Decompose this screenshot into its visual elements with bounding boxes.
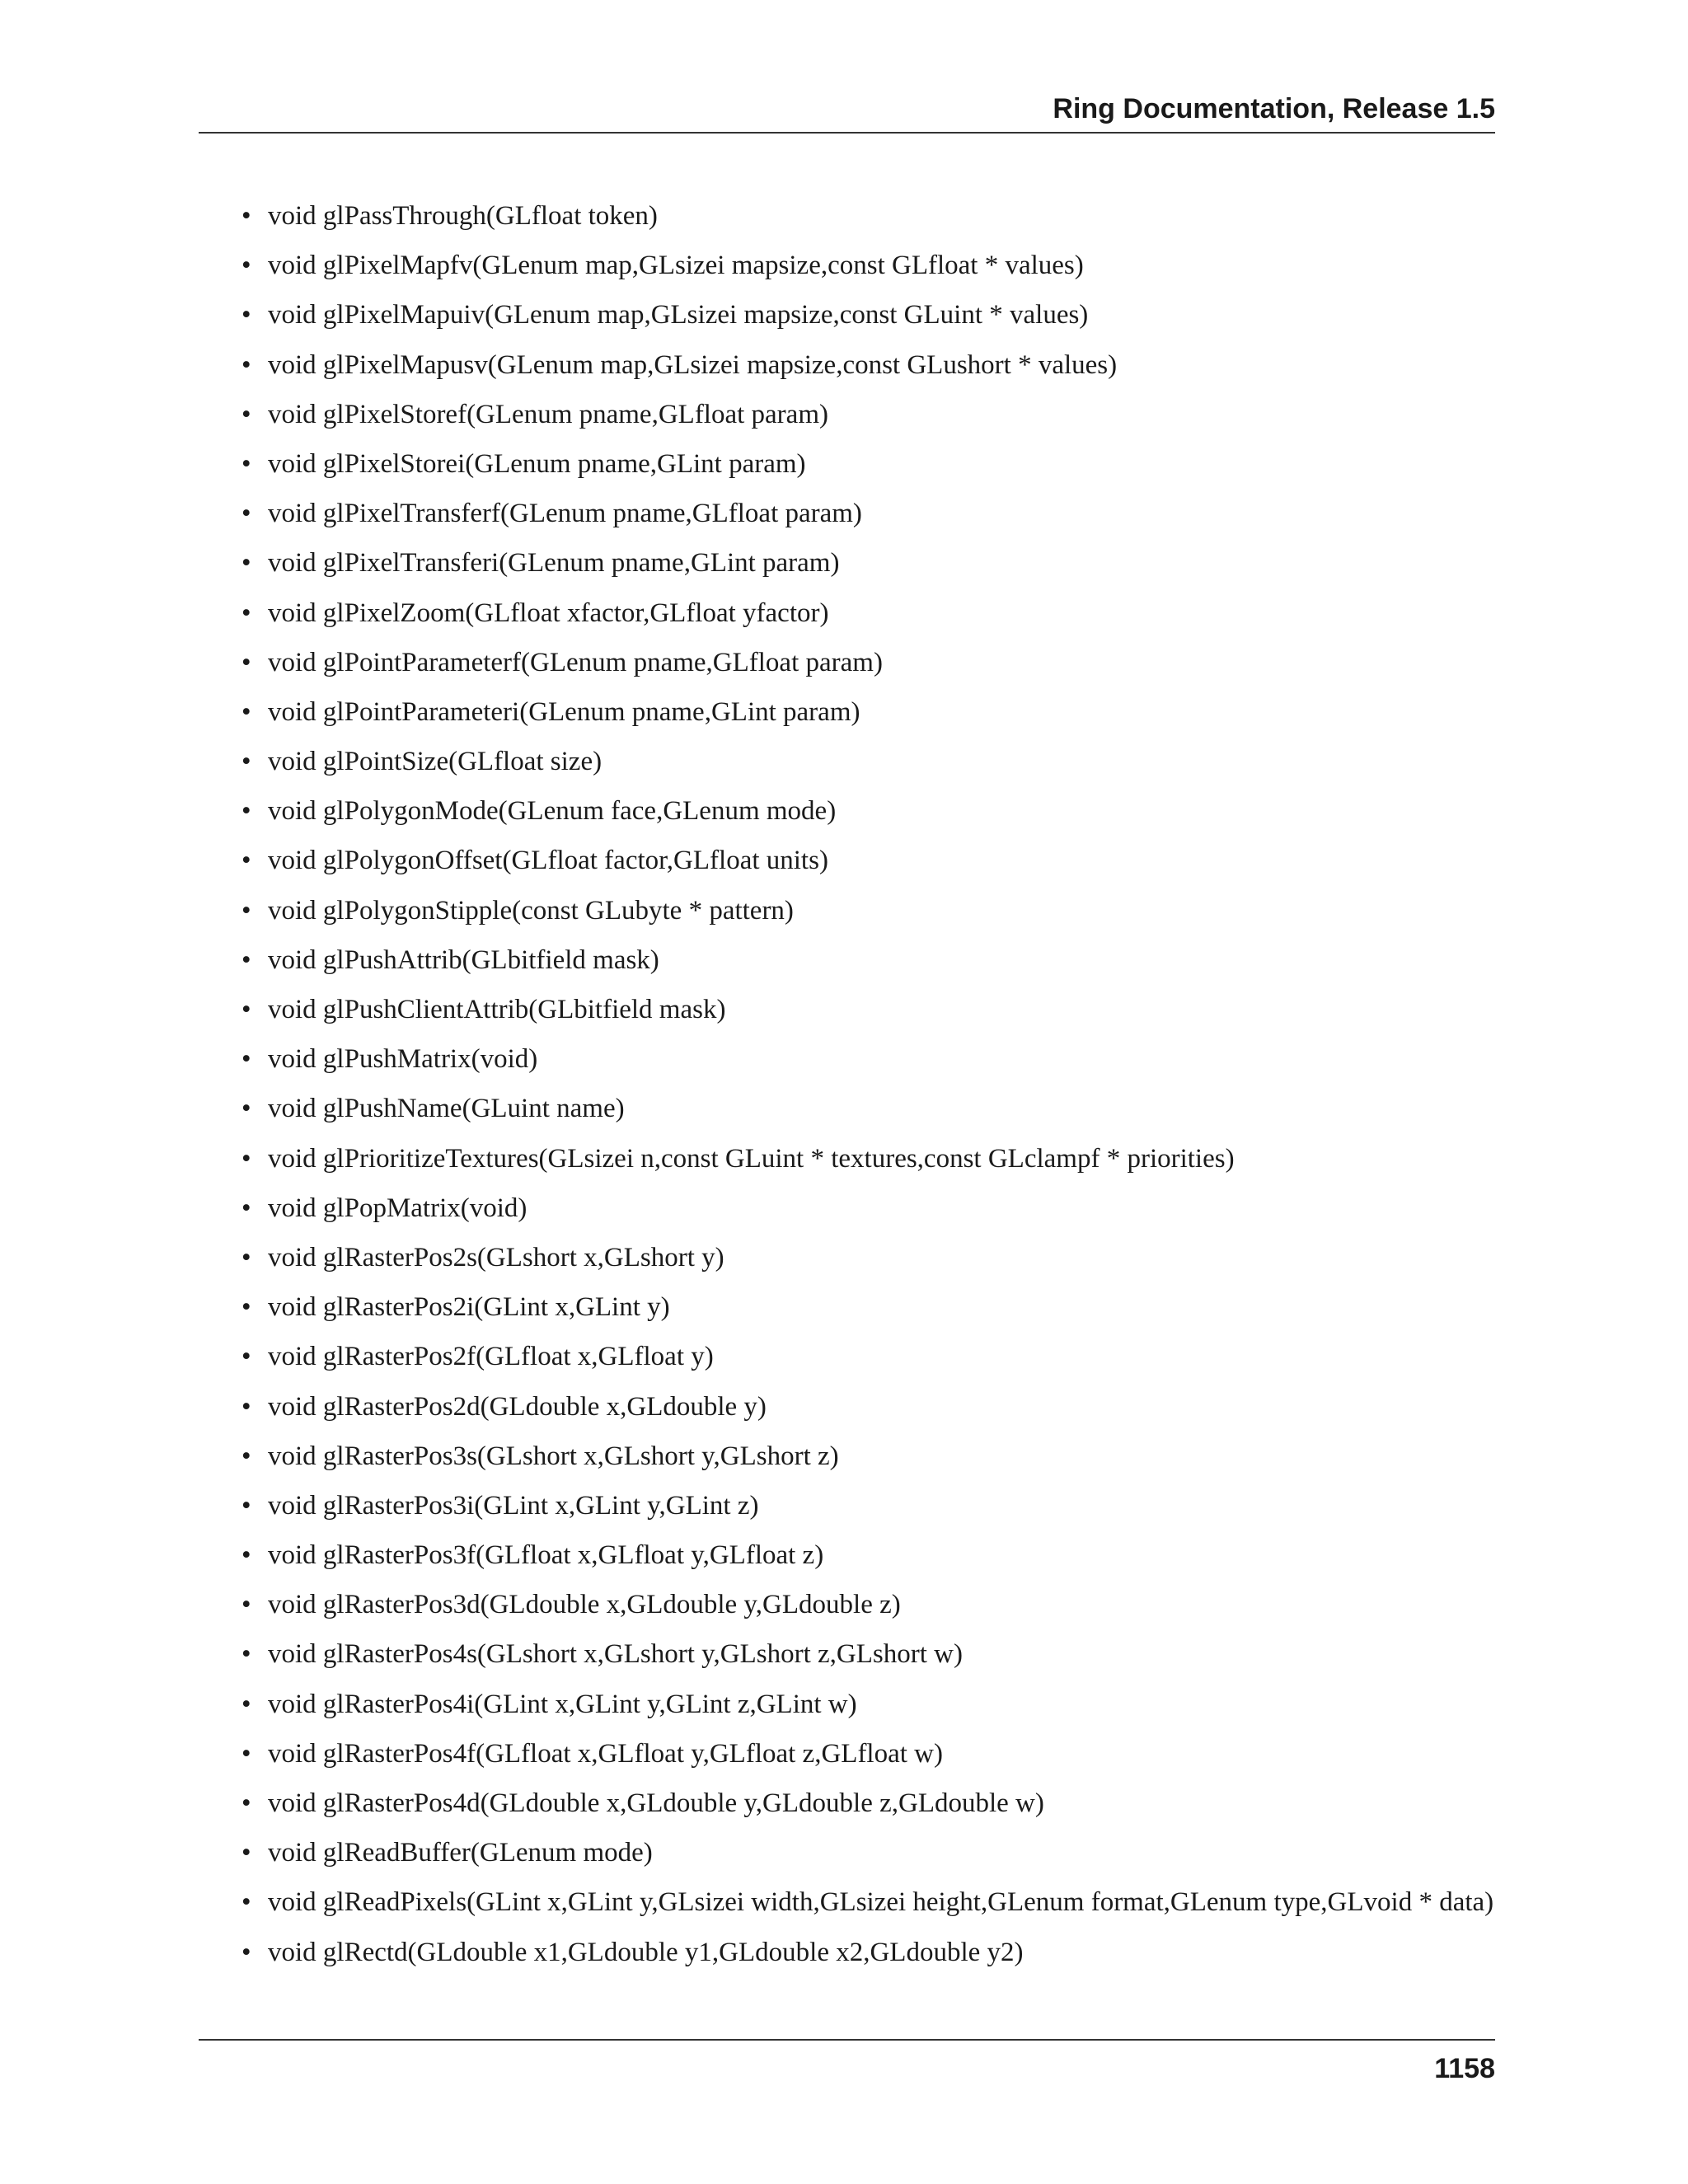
list-item <box>241 1783 1511 1833</box>
bullet-icon: • <box>241 201 251 231</box>
list-item <box>241 1139 1511 1188</box>
bullet-icon: • <box>241 1838 251 1868</box>
list-item <box>241 841 1511 890</box>
function-signature: void glPrioritizeTextures(GLsizei n,const GLuint * textures,const GLclampf * priorities) <box>268 1143 1235 1174</box>
list-item <box>241 1188 1511 1238</box>
list-item <box>241 196 1511 246</box>
bullet-icon: • <box>241 1490 251 1521</box>
list-item <box>241 295 1511 344</box>
function-signature: void glRasterPos4s(GLshort x,GLshort y,GLshort z,GLshort w) <box>268 1639 963 1670</box>
function-signature: void glRectd(GLdouble x1,GLdouble y1,GLdouble x2,GLdouble y2) <box>268 1937 1024 1967</box>
list-item <box>241 643 1511 692</box>
bullet-icon: • <box>241 1193 251 1223</box>
bullet-icon: • <box>241 1738 251 1769</box>
function-signature: void glPixelStoref(GLenum pname,GLfloat param) <box>268 399 828 429</box>
list-item <box>241 1238 1511 1287</box>
list-item <box>241 345 1511 395</box>
function-signature: void glRasterPos2i(GLint x,GLint y) <box>268 1292 670 1323</box>
function-signature: void glPointSize(GLfloat size) <box>268 747 603 777</box>
bullet-icon: • <box>241 1044 251 1075</box>
list-item <box>241 1634 1511 1684</box>
function-signature: void glRasterPos3s(GLshort x,GLshort y,GLshort z) <box>268 1441 839 1471</box>
function-signature: void glPushName(GLuint name) <box>268 1094 625 1124</box>
bullet-icon: • <box>241 995 251 1024</box>
bullet-icon: • <box>241 747 251 777</box>
list-item <box>241 1387 1511 1436</box>
function-signature: void glPointParameteri(GLenum pname,GLint param) <box>268 696 860 727</box>
list-item <box>241 1039 1511 1089</box>
function-signature: void glRasterPos2f(GLfloat x,GLfloat y) <box>268 1342 714 1372</box>
function-signature: void glPixelMapusv(GLenum map,GLsizei mapsize,const GLushort * values) <box>268 349 1118 380</box>
list-item <box>241 791 1511 841</box>
list-item <box>241 1933 1511 1982</box>
bullet-icon: • <box>241 944 251 975</box>
page-header <box>199 92 1495 134</box>
page-header-title: Ring Documentation, Release 1.5 <box>1053 93 1495 124</box>
bullet-icon: • <box>241 598 251 628</box>
function-signature: void glPopMatrix(void) <box>268 1193 528 1223</box>
list-item <box>241 543 1511 593</box>
function-signature: void glPushMatrix(void) <box>268 1044 538 1075</box>
list-item <box>241 1436 1511 1486</box>
list-item <box>241 1287 1511 1337</box>
bullet-icon: • <box>241 548 251 579</box>
list-item <box>241 395 1511 444</box>
bullet-icon: • <box>241 895 251 926</box>
function-signature: void glRasterPos3f(GLfloat x,GLfloat y,GLfloat z) <box>268 1540 824 1571</box>
list-item <box>241 593 1511 643</box>
function-signature: void glPushClientAttrib(GLbitfield mask) <box>268 995 726 1024</box>
function-signature: void glRasterPos4f(GLfloat x,GLfloat y,GLfloat z,GLfloat w) <box>268 1738 943 1769</box>
page-number: 1158 <box>1434 2053 1495 2084</box>
function-signature: void glPushAttrib(GLbitfield mask) <box>268 944 659 975</box>
list-item <box>241 940 1511 990</box>
function-signature: void glRasterPos4d(GLdouble x,GLdouble y,GLdouble z,GLdouble w) <box>268 1788 1044 1818</box>
bullet-icon: • <box>241 1590 251 1620</box>
bullet-icon: • <box>241 1788 251 1818</box>
function-signature: void glPixelMapfv(GLenum map,GLsizei mapsize,const GLfloat * values) <box>268 251 1084 281</box>
list-item <box>241 494 1511 543</box>
list-item <box>241 1535 1511 1585</box>
bullet-icon: • <box>241 1887 251 1918</box>
list-item <box>241 246 1511 295</box>
function-signature: void glPixelZoom(GLfloat xfactor,GLfloat yfactor) <box>268 598 829 628</box>
list-item <box>241 990 1511 1039</box>
function-signature: void glPixelTransferf(GLenum pname,GLfloat param) <box>268 499 862 529</box>
bullet-icon: • <box>241 796 251 827</box>
bullet-icon: • <box>241 1689 251 1719</box>
bullet-icon: • <box>241 300 251 330</box>
bullet-icon: • <box>241 1441 251 1471</box>
function-signature: void glReadPixels(GLint x,GLint y,GLsizei width,GLsizei height,GLenum format,GLenum type,GLvoid * data) <box>268 1887 1494 1918</box>
bullet-icon: • <box>241 399 251 429</box>
list-item <box>241 1486 1511 1535</box>
function-signature: void glRasterPos2d(GLdouble x,GLdouble y) <box>268 1391 767 1422</box>
bullet-icon: • <box>241 647 251 677</box>
bullet-icon: • <box>241 1540 251 1571</box>
list-item <box>241 1882 1511 1932</box>
list-item <box>241 1734 1511 1783</box>
function-signature: void glReadBuffer(GLenum mode) <box>268 1838 653 1868</box>
bullet-icon: • <box>241 1639 251 1670</box>
function-signature: void glRasterPos3i(GLint x,GLint y,GLint z) <box>268 1490 759 1521</box>
list-item <box>241 1585 1511 1634</box>
list-item <box>241 891 1511 940</box>
bullet-icon: • <box>241 499 251 529</box>
function-signature: void glPolygonMode(GLenum face,GLenum mode) <box>268 796 837 827</box>
function-signature: void glPixelStorei(GLenum pname,GLint param) <box>268 448 806 479</box>
function-signature: void glPassThrough(GLfloat token) <box>268 201 658 231</box>
bullet-icon: • <box>241 1242 251 1272</box>
function-signature: void glPolygonOffset(GLfloat factor,GLfloat units) <box>268 846 828 876</box>
function-signature: void glPointParameterf(GLenum pname,GLfloat param) <box>268 647 883 677</box>
list-item <box>241 1685 1511 1734</box>
bullet-icon: • <box>241 1292 251 1323</box>
bullet-icon: • <box>241 448 251 479</box>
function-signature: void glPixelMapuiv(GLenum map,GLsizei mapsize,const GLuint * values) <box>268 300 1089 330</box>
bullet-icon: • <box>241 1937 251 1967</box>
function-signature: void glPixelTransferi(GLenum pname,GLint param) <box>268 548 840 579</box>
function-signature: void glRasterPos4i(GLint x,GLint y,GLint z,GLint w) <box>268 1689 857 1719</box>
page-footer <box>199 2039 1495 2084</box>
bullet-icon: • <box>241 251 251 281</box>
function-list <box>241 196 1511 1982</box>
bullet-icon: • <box>241 349 251 380</box>
bullet-icon: • <box>241 1391 251 1422</box>
list-item <box>241 742 1511 791</box>
function-signature: void glPolygonStipple(const GLubyte * pattern) <box>268 895 794 926</box>
list-item <box>241 1337 1511 1386</box>
list-item <box>241 1089 1511 1138</box>
bullet-icon: • <box>241 696 251 727</box>
list-item <box>241 692 1511 742</box>
bullet-icon: • <box>241 1143 251 1174</box>
bullet-icon: • <box>241 1342 251 1372</box>
function-signature: void glRasterPos2s(GLshort x,GLshort y) <box>268 1242 724 1272</box>
function-signature: void glRasterPos3d(GLdouble x,GLdouble y,GLdouble z) <box>268 1590 901 1620</box>
bullet-icon: • <box>241 846 251 876</box>
bullet-icon: • <box>241 1094 251 1124</box>
list-item <box>241 444 1511 494</box>
list-item <box>241 1833 1511 1882</box>
